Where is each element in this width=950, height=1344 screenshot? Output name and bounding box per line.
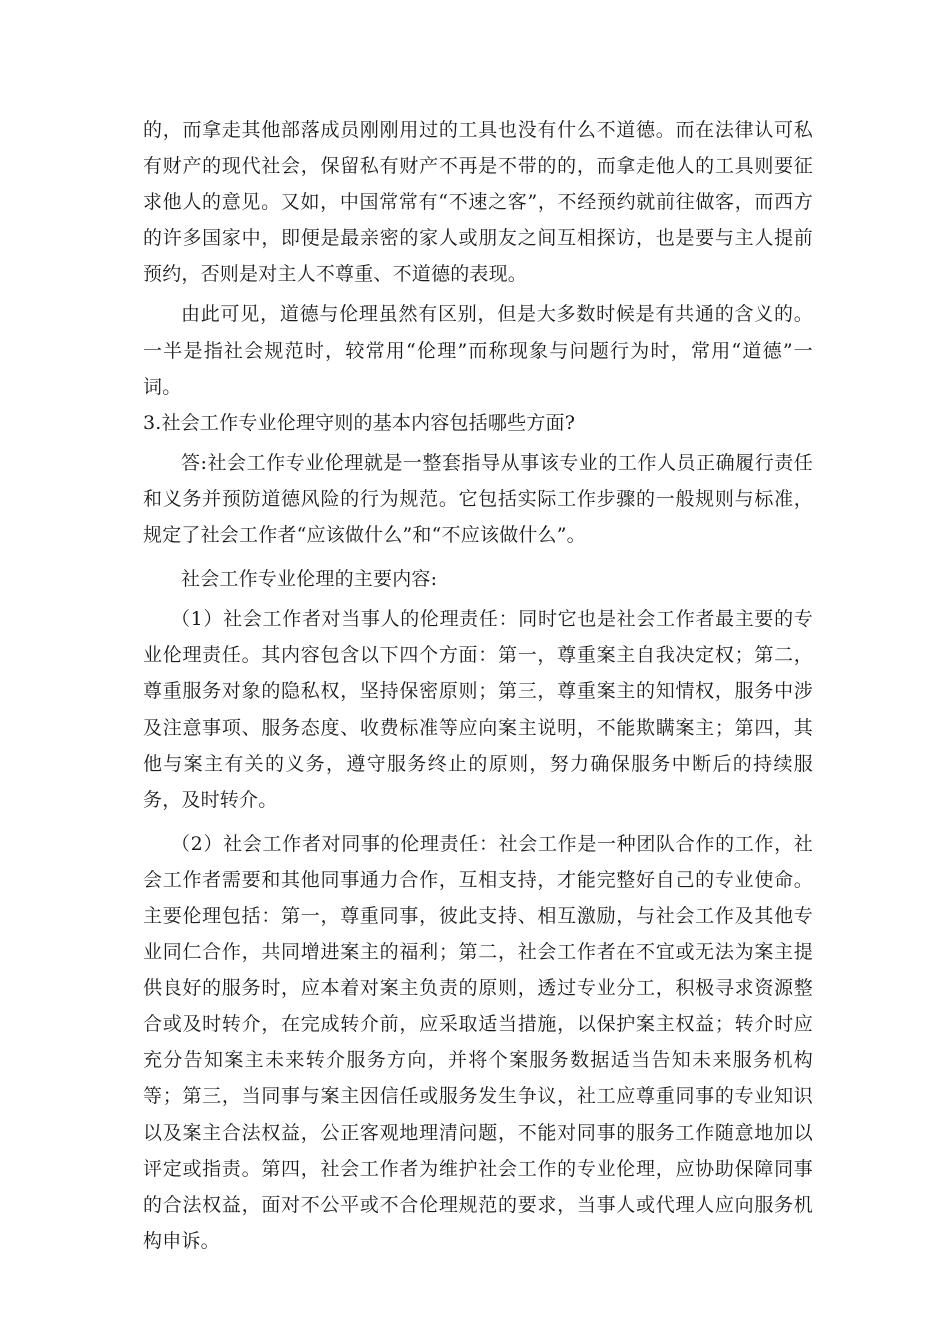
answer-paragraph: 答:社会工作专业伦理就是一整套指导从事该专业的工作人员正确履行责任和义务并预防道德风险的行为规范。它包括实际工作步骤的一般规则与标准，规定了社会工作者“应该做什么”和“不应该做什么”。 <box>143 451 813 547</box>
document-body <box>143 112 813 1259</box>
paragraph-continuation: 的，而拿走其他部落成员刚刚用过的工具也没有什么不道德。而在法律认可私有财产的现代社会，保留私有财产不再是不带的的，而拿走他人的工具则要征求他人的意见。又如，中国常常有“不速之客”，不经预约就前往做客，而西方的许多国家中，即便是最亲密的家人或朋友之间互相探访，也是要与主人提前预约，否则是对主人不尊重、不道德的表现。 <box>143 119 813 286</box>
list-item-2: （2）社会工作者对同事的伦理责任：社会工作是一种团队合作的工作，社会工作者需要和其他同事通力合作，互相支持，才能完整好自己的专业使命。主要伦理包括：第一，尊重同事，彼此支持、相互激励，与社会工作及其他专业同仁合作，共同增进案主的福利；第二，社会工作者在不宜或无法为案主提供良好的服务时，应本着对案主负责的原则，透过专业分工，积极寻求资源整合或及时转介，在完成转介前，应采取适当措施，以保护案主权益；转介时应充分告知案主未来转介服务方向，并将个案服务数据适当告知未来服务机构等；第三，当同事与案主因信任或服务发生争议，社工应尊重同事的专业知识以及案主合法权益，公正客观地理清问题，不能对同事的服务工作随意地加以评定或指责。第四，社会工作者为维护社会工作的专业伦理，应协助保障同事的合法权益，面对不公平或不合伦理规范的要求，当事人或代理人应向服务机构申诉。 <box>143 832 813 1252</box>
question-heading: 3.社会工作专业伦理守则的基本内容包括哪些方面? <box>143 411 576 434</box>
list-item-1: （1）社会工作者对当事人的伦理责任：同时它也是社会工作者最主要的专业伦理责任。其内容包含以下四个方面：第一，尊重案主自我决定权；第二，尊重服务对象的隐私权，坚持保密原则；第三，尊重案主的知情权，服务中涉及注意事项、服务态度、收费标准等应向案主说明，不能欺瞒案主；第四，其他与案主有关的义务，遵守服务终止的原则，努力确保服务中断后的持续服务，及时转介。 <box>143 608 813 811</box>
content-intro: 社会工作专业伦理的主要内容: <box>181 568 438 591</box>
paragraph-conclusion: 由此可见，道德与伦理虽然有区别，但是大多数时候是有共通的含义的。一半是指社会规范时，较常用“伦理”而称现象与问题行为时，常用“道德”一词。 <box>143 303 813 398</box>
